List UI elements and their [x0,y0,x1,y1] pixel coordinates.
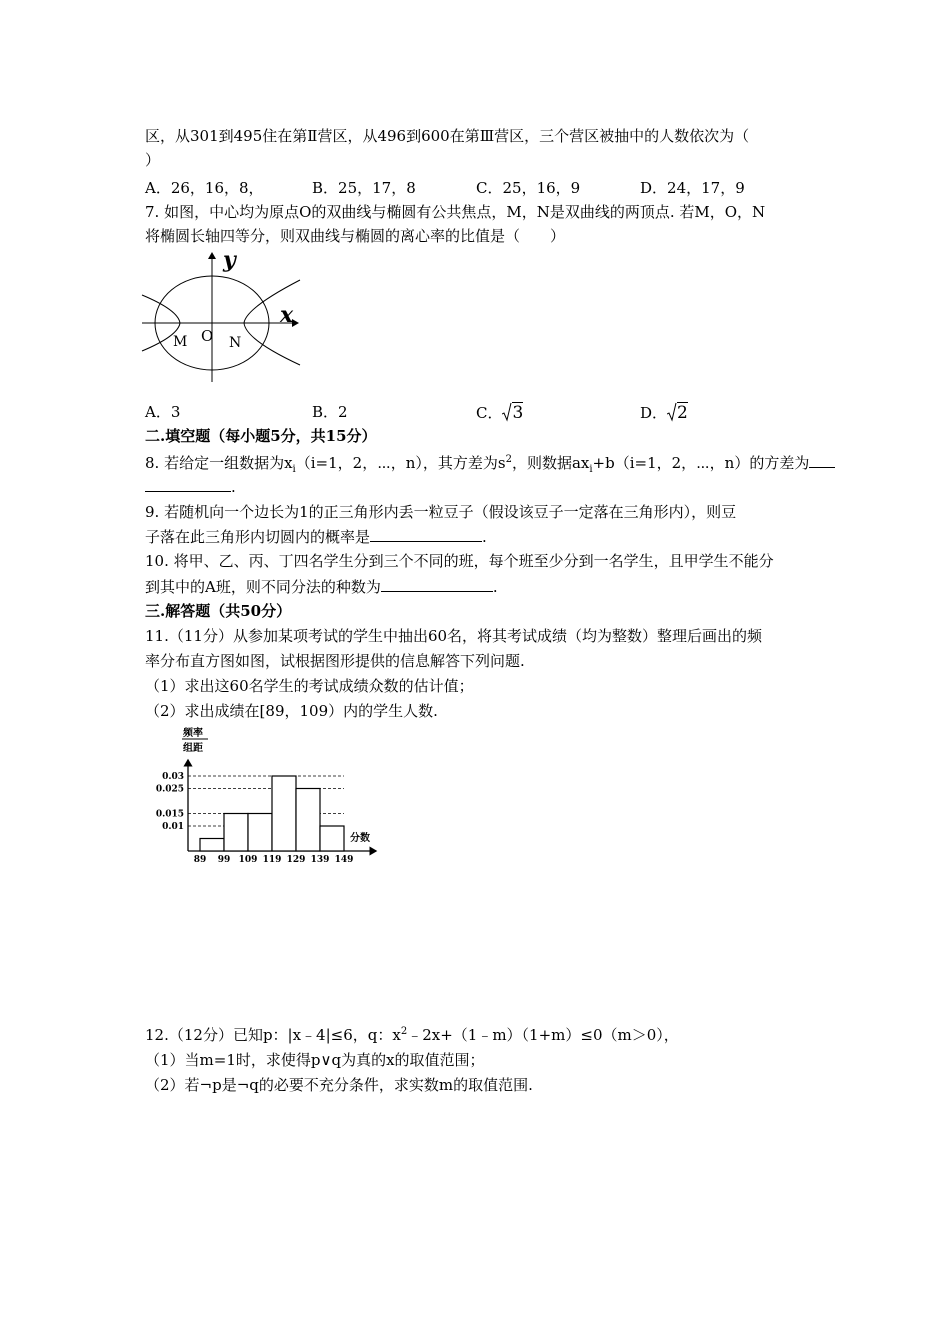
x-tick-label: 89 [193,855,207,865]
histogram-bar [224,814,248,852]
q6-line1: 区，从301到495住在第Ⅱ营区，从496到600在第Ⅲ营区，三个营区被抽中的人数依次为（ [145,127,750,145]
q6-option-d: D．24，17，9 [640,179,745,197]
q8-answer-blank-part2[interactable] [145,476,231,492]
q6-option-b: B．25，17，8 [312,179,416,197]
q12-line2: （1）当m=1时，求使得p∨q为真的x的取值范围； [145,1051,485,1069]
x-axis-label: 分数 [350,833,370,844]
vertex-n-label: N [229,335,242,351]
q10-line1: 10. 将甲、乙、丙、丁四名学生分到三个不同的班，每个班至少分到一名学生，且甲学生不能分 [145,552,774,570]
x-tick-label: 139 [310,855,330,865]
q6-line2: ） [145,151,161,169]
q11-line1: 11.（11分）从参加某项考试的学生中抽出60名，将其考试成绩（均为整数）整理后画出的频 [145,627,763,645]
sqrt-3-value: 3 [512,403,524,423]
histogram-bar [248,814,272,852]
q11-line2: 率分布直方图如图，试根据图形提供的信息解答下列问题. [145,652,525,670]
histogram-bar [200,839,224,852]
sqrt-icon [502,402,512,422]
histogram-bar [296,789,320,852]
q6-option-c: C．25，16，9 [476,179,581,197]
q7-figure [140,250,310,386]
x-tick-label: 129 [286,855,306,865]
q11-line4: （2）求出成绩在[89，109）内的学生人数. [145,702,438,720]
q12-line1: 12.（12分）已知p：|x﹣4|≤6，q：$x^2﹣2x+(1﹣m)(1+m)\le 0(m>0)$， [145,1026,679,1044]
y-tick-label: 0.025 [155,784,184,795]
x-tick-label: 119 [262,855,282,865]
section-3-title: 三.解答题（共50分） [145,602,292,620]
q8-line2: . [145,476,236,497]
y-axis-label-bottom: 组距 [183,743,203,754]
y-tick-label: 0.03 [162,772,184,782]
q10-answer-blank[interactable] [381,576,493,592]
x-tick-label: 149 [334,855,354,865]
y-axis-label-top: 频率 [183,728,203,739]
x-tick-label: 99 [217,855,231,865]
q7-option-d: D． 2 [640,403,688,423]
q6-option-a: A．26，16，8， [145,179,264,197]
frequency-histogram [140,724,390,866]
q7-line1: 7. 如图，中心均为原点O的双曲线与椭圆有公共焦点，M，N是双曲线的两顶点. 若M，O，N [145,203,766,221]
sqrt-2-value: 2 [677,403,688,423]
sqrt-icon [667,402,677,422]
q7-option-c: C． 3 [476,403,524,423]
q11-line3: （1）求出这60名学生的考试成绩众数的估计值； [145,677,474,695]
q7-option-b: B．2 [312,403,348,421]
y-tick-label: 0.015 [155,809,184,820]
section-2-title: 二.填空题（每小题5分，共15分） [145,427,377,445]
q8-line1: 8. 若给定一组数据为$x_i(i=1$，2，⋯，n），其方差为$s^2$，则数据$ax_i+b(i=1$，2，⋯，n）的方差为 [145,452,835,473]
histogram-bar [272,776,296,851]
q9-line1: 9. 若随机向一个边长为1的正三角形内丢一粒豆子（假设该豆子一定落在三角形内），则豆 [145,503,737,521]
origin-label: O [201,327,214,345]
q8-answer-blank-part1[interactable] [809,452,835,468]
q9-line2: 子落在此三角形内切圆内的概率是 . [145,528,487,546]
y-axis-label: y [223,250,236,273]
q10-line2: 到其中的A班，则不同分法的种数为 . [145,578,498,596]
q7-option-a: A．3 [145,403,181,421]
x-tick-label: 109 [238,855,258,865]
y-tick-label: 0.01 [162,822,184,832]
histogram-bar [320,826,344,851]
x-axis-label: x [280,302,294,328]
q7-line2: 将椭圆长轴四等分，则双曲线与椭圆的离心率的比值是（ ） [145,227,566,245]
vertex-m-label: M [173,334,188,350]
q12-line3: （2）若¬p是¬q的必要不充分条件，求实数m的取值范围. [145,1076,533,1094]
q9-answer-blank[interactable] [370,526,482,542]
